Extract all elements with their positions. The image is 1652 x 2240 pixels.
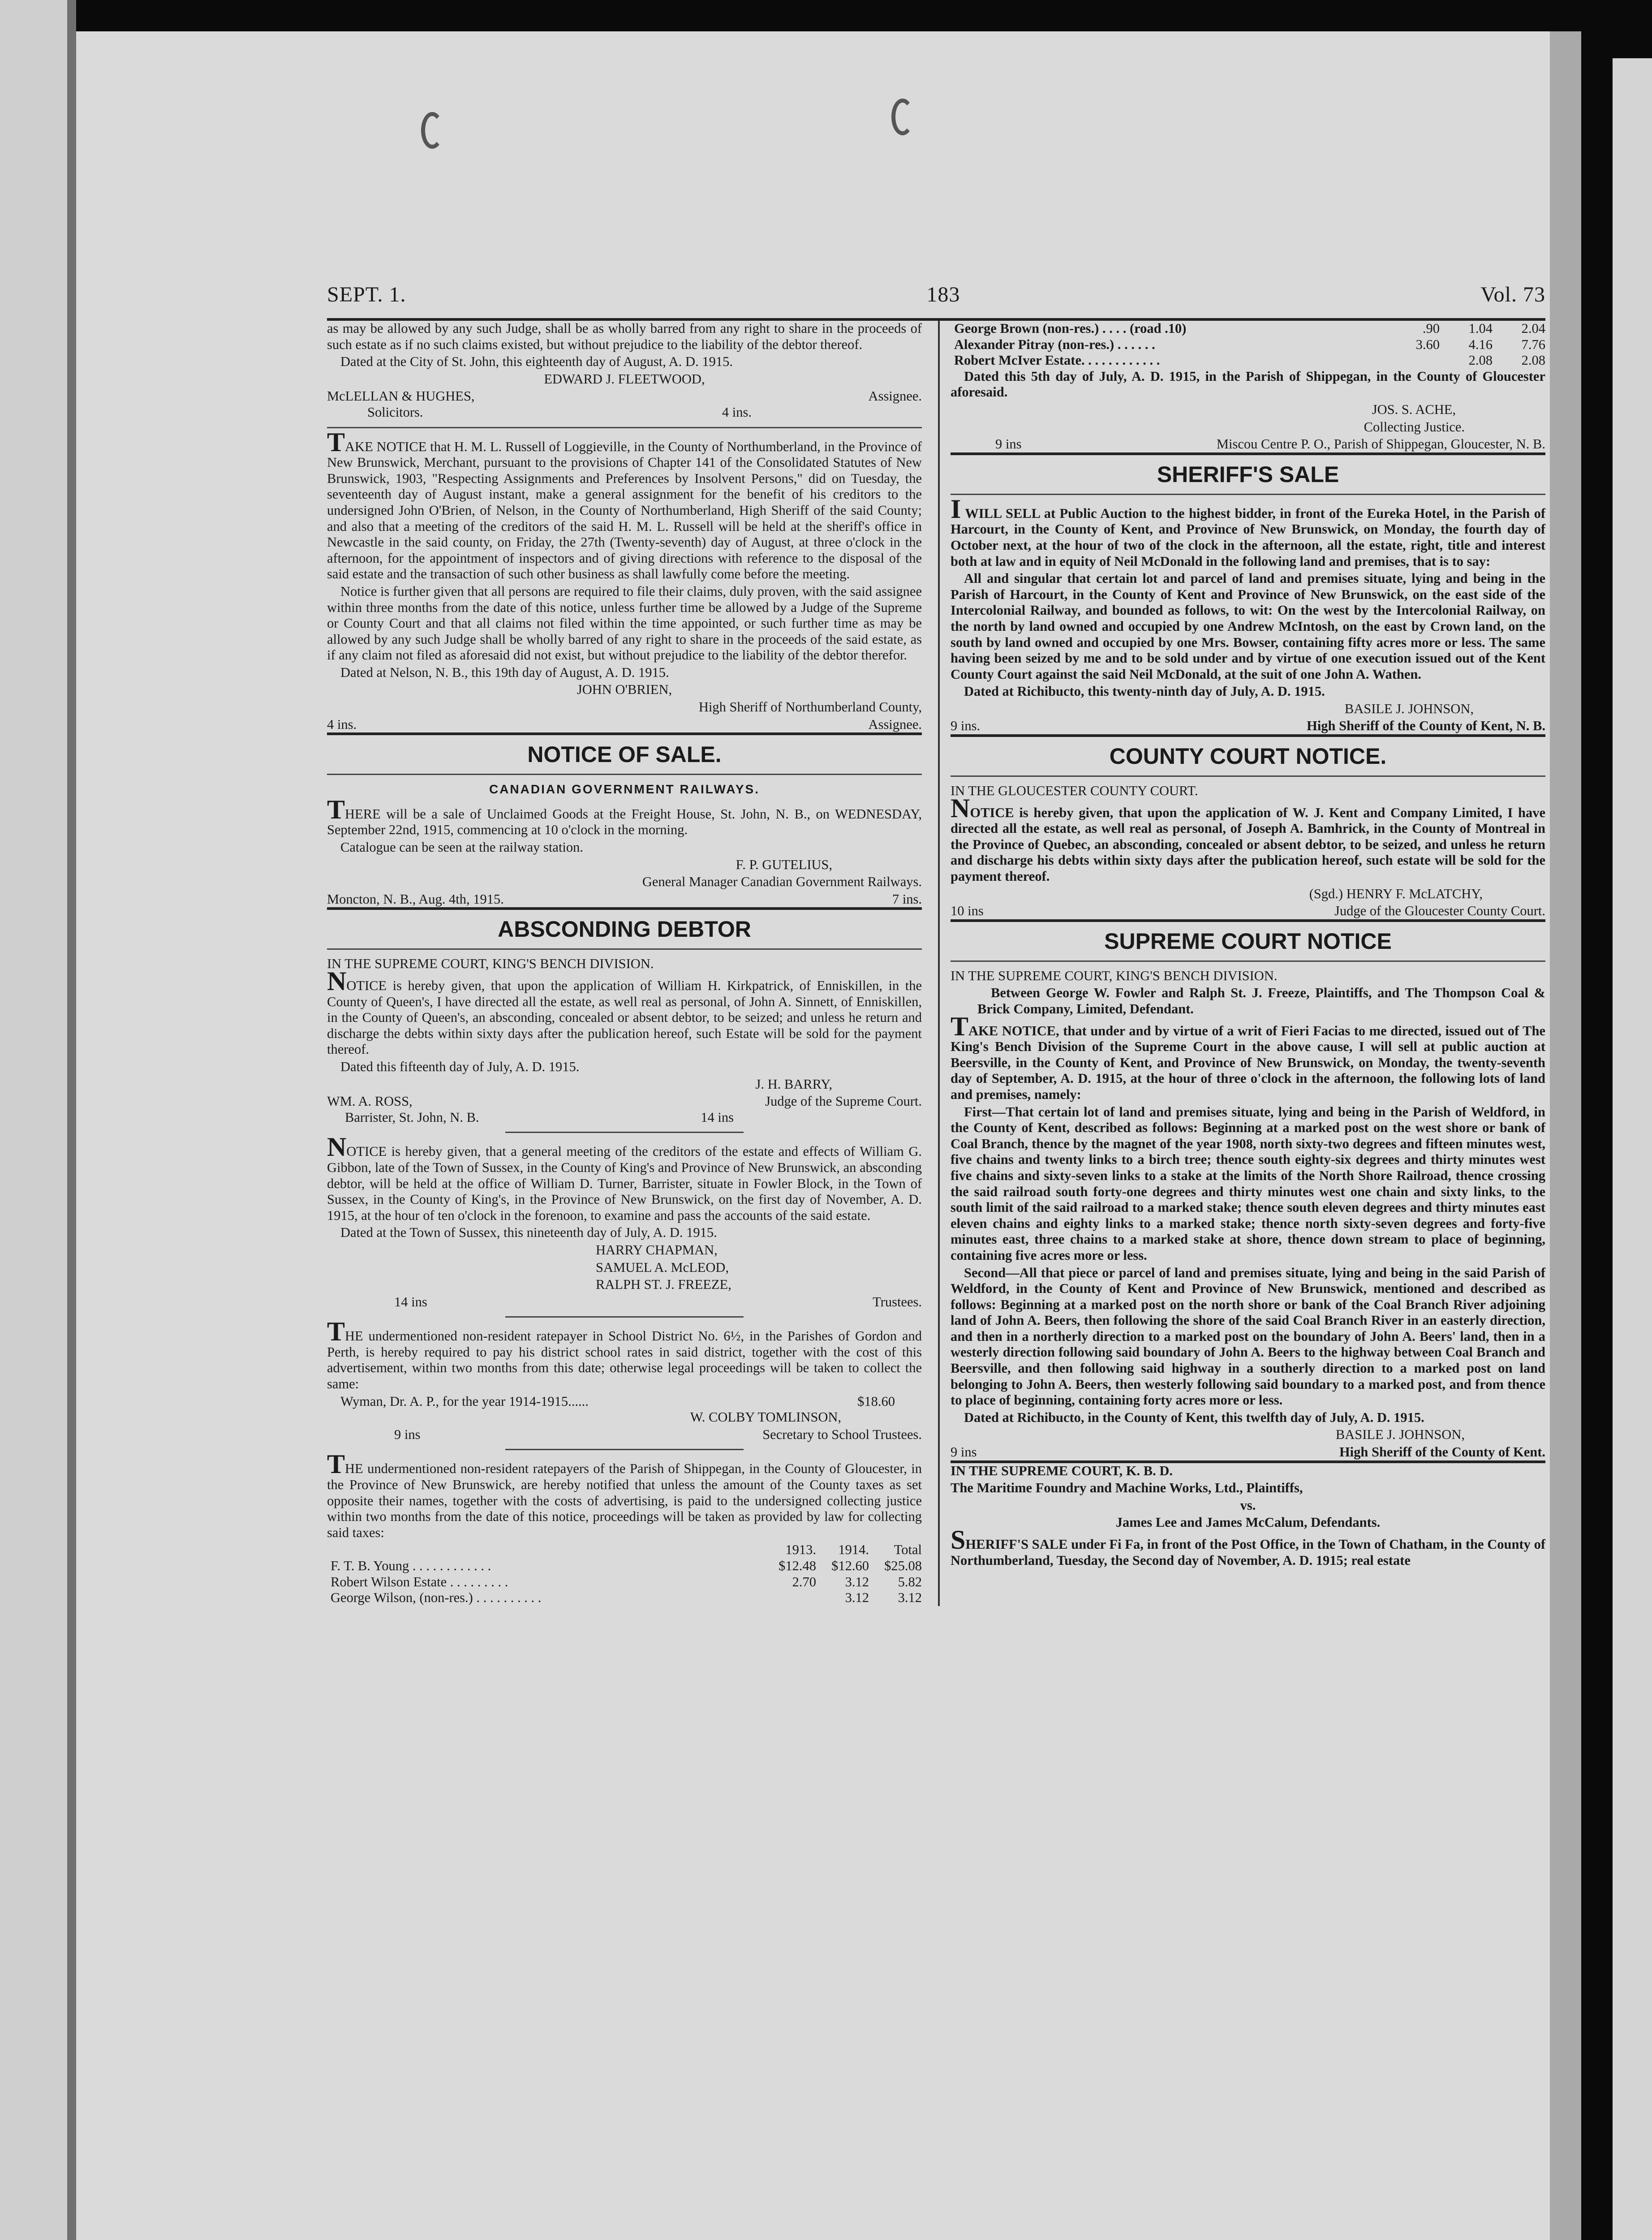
plaintiffs: The Maritime Foundry and Machine Works, Ltd., Plaintiffs, <box>951 1480 1303 1496</box>
solicitor-firm: McLELLAN & HUGHES, <box>327 388 475 404</box>
signer: BASILE J. JOHNSON, <box>1344 701 1474 716</box>
volume: Vol. 73 <box>1480 283 1545 306</box>
columns <box>327 321 1545 1606</box>
signer-title: Judge of the Supreme Court. <box>765 1094 922 1109</box>
table-header-row <box>327 1542 922 1558</box>
fleetwood-notice <box>327 321 922 421</box>
divider <box>951 919 1545 922</box>
dated-line: Dated at Richibucto, this twenty-ninth day of July, A. D. 1915. <box>964 684 1325 699</box>
signer: F. P. GUTELIUS, <box>736 857 832 872</box>
insertions: 14 ins <box>394 1294 427 1310</box>
tax-total: 2.04 <box>1521 321 1545 336</box>
court-line: IN THE GLOUCESTER COUNTY COURT. <box>951 783 1198 799</box>
signer: HARRY CHAPMAN, <box>596 1242 718 1258</box>
notice-text: Notice is further given that all persons are required to file their claims, duly proven, with the said assignee within three months from the date of this notice, unless further time be allowed by a Judge of the Supreme or County Court and that all claims not filed within the time appointed, or such further time as may be allowed by any such Judge shall be wholly barred of any right to share in the proceeds of the said estate, as if any claim not filed as aforesaid did not exist, but without prejudice to the liability of the debtor therefor. <box>327 583 922 663</box>
court-line: IN THE SUPREME COURT, KING'S BENCH DIVISION. <box>327 956 654 972</box>
signer-role: Assignee. <box>868 388 922 404</box>
dated-line: Dated this 5th day of July, A. D. 1915, in the Parish of Shippegan, in the County of Gloucester aforesaid. <box>951 368 1545 400</box>
divider <box>951 494 1545 495</box>
insertions: 10 ins <box>951 903 984 919</box>
tax-total: 5.82 <box>898 1574 922 1590</box>
divider <box>951 452 1545 455</box>
notice-text: TAKE NOTICE that H. M. L. Russell of Loggieville, in the County of Northumberland, in the Province of New Brunswick, Merchant, pursuant to the provisions of Chapter 141 of the Consolidated Statutes of New Brunswick, 1903, "Respecting Assignments and Preferences by Insolvent Persons," did on Tuesday, the seventeenth day of August instant, make a general assignment for the benefit of his creditors to the undersigned John O'Brien, of Nelson, in the County of Northumberland, High Sheriff of the said County; and also that a meeting of the creditors of the said H. M. L. Russell will be held at the sheriff's office in Newcastle in the said county, on Friday, the 27th (Twenty-seventh) day of August, at three o'clock in the afternoon, for the appointment of inspectors and of giving directions with reference to the disposal of the said estate and the transaction of such other business as shall lawfully come before the meeting. <box>327 427 922 582</box>
adjacent-page-edge <box>1613 58 1652 2240</box>
notice-text: I WILL SELL at Public Auction to the highest bidder, in front of the Eureka Hotel, in the Parish of Harcourt, in the County of Kent, and Province of New Brunswick, on Monday, the fourth day of October next, at the hour of two of the clock in the afternoon, all the estate, right, title and interest both at law and in equity of Neil McDonald in the following land and premises, that is to say: <box>951 494 1545 569</box>
lawyer: WM. A. ROSS, <box>327 1094 413 1109</box>
signer: JOS. S. ACHE, <box>1372 401 1456 417</box>
table-row <box>951 353 1545 369</box>
insertions: 9 ins <box>394 1426 421 1442</box>
signer: W. COLBY TOMLINSON, <box>690 1409 841 1425</box>
gibbon-notice <box>327 1132 922 1310</box>
section-heading: NOTICE OF SALE. <box>527 742 722 767</box>
lawyer-title: Barrister, St. John, N. B. <box>345 1109 479 1125</box>
punch-hole-right <box>891 99 914 135</box>
notice-text: SHERIFF'S SALE under Fi Fa, in front of the Post Office, in the Town of Chatham, in the County of Northumberland, Tuesday, the Second day of November, A. D. 1915; real estate <box>951 1525 1545 1568</box>
absconding-debtor <box>327 916 922 1125</box>
page-content <box>327 282 1545 1606</box>
divider <box>951 961 1545 962</box>
table-row <box>327 1574 922 1590</box>
notice-text: First—That certain lot of land and premises situate, lying and being in the Parish of Weldford, in the County of Kent, described as follows: Beginning at a marked post on the west shore or bank of Coal Branch, thence by the magnet of the year 1908, north sixty-two degrees and fifteen minutes west, five chains and twenty links to a birch tree; thence south eighty-six degrees and thirty minutes west five chains and sixty-seven links to a stake at the limits of the North Shore Railroad, thence crossing the said railroad south forty-one degrees and thirty minutes west one chain and sixty links, to the south limit of the said railroad to a marked stake; thence south eleven degrees and thirty minutes east eleven chains and eighty links to a marked stake; thence north sixty-seven degrees and forty-five minutes east, three chains to a marked stake at shore, thence down stream to place of beginning, containing five acres more or less. <box>951 1104 1545 1263</box>
ratepayer-name: Alexander Pitray (non-res.) . . . . . . <box>954 336 1155 352</box>
signer-title: High Sheriff of the County of Kent. <box>1339 1444 1545 1460</box>
signer: RALPH ST. J. FREEZE, <box>596 1277 731 1292</box>
column-header: 1914. <box>838 1542 869 1558</box>
punch-hole-left <box>421 112 443 149</box>
signer-role: Trustees. <box>873 1294 922 1310</box>
tax-1913: 3.60 <box>1415 336 1440 352</box>
insertions: 9 ins <box>951 1444 977 1460</box>
notice-text: as may be allowed by any such Judge, shall be as wholly barred from any right to share in the proceeds of such estate as if no such claims existed, but without prejudice to the liability of the debtor thereof. <box>327 321 922 352</box>
tax-1914: $12.60 <box>831 1558 869 1573</box>
firm-role: Solicitors. <box>367 404 423 420</box>
notice-text: Catalogue can be seen at the railway station. <box>340 840 584 855</box>
gazette-page <box>76 31 1581 2240</box>
shippegan-notice-cont <box>951 321 1545 452</box>
insertions: 7 ins. <box>892 891 922 907</box>
tax-1914: 2.08 <box>1468 353 1493 368</box>
table-row <box>951 337 1545 353</box>
signer: (Sgd.) HENRY F. McLATCHY, <box>1309 886 1483 901</box>
signer-title: Secretary to School Trustees. <box>762 1426 922 1442</box>
notice-text: THERE will be a sale of Unclaimed Goods at the Freight House, St. John, N. B., on WEDNESDAY, September 22nd, 1915, commencing at 10 o'clock in the morning. <box>327 794 922 838</box>
divider <box>951 734 1545 737</box>
shippegan-notice <box>327 1449 922 1606</box>
table-row <box>327 1558 922 1574</box>
insertions: 9 ins. <box>951 718 981 734</box>
parties: Between George W. Fowler and Ralph St. J. Freeze, Plaintiffs, and The Thompson Coal & Brick Company, Limited, Defendant. <box>977 985 1545 1017</box>
tax-1913: .90 <box>1422 321 1440 336</box>
notice-text: Second—All that piece or parcel of land and premises situate, lying and being in the said Parish of Weldford, in the County of Kent and Province of New Brunswick, mentioned and described as follows: Beginning at a marked post on the north shore or bank of the Coal Branch River adjoining land of John A. Beers, then following the shore of the said Coal Branch River in an easterly direction, and then in a northerly direction to a marked post on the boundary of John A. Beers' land, then in a westerly direction following said boundary of John A. Beers to the highway between Coal Branch and Beersville, and then following said highway in a southerly direction to a marked post on land belonging to John A. Beers, then westerly following said boundary to a marked post, and from thence to place of beginning, containing forty acres more or less. <box>951 1265 1545 1408</box>
divider <box>505 1316 743 1318</box>
signer: JOHN O'BRIEN, <box>576 682 672 698</box>
signer: EDWARD J. FLEETWOOD, <box>544 371 705 387</box>
insertions: 4 ins. <box>722 404 752 420</box>
tax-table <box>951 321 1545 369</box>
ratepayer-name: George Brown (non-res.) . . . . (road .10) <box>954 321 1187 336</box>
tax-1913 <box>763 1590 816 1606</box>
notice-text: NOTICE is hereby given, that upon the application of W. J. Kent and Company Limited, I have directed all the estate, as well real as personal, of Joseph A. Bamhrick, in the County of Montreal in the Province of Quebec, an absconding, concealed or absent debtor, to be seized, and unless he return and discharge his debts within sixty days after the publication hereof, such estate will be sold for the payment thereof. <box>951 793 1545 884</box>
county-court-notice <box>951 743 1545 919</box>
column-header: Total <box>894 1542 922 1558</box>
notice-text: TAKE NOTICE, that under and by virtue of a writ of Fieri Facias to me directed, issued out of The King's Bench Division of the Supreme Court in the above cause, I will sell at public auction at Beersville, in the County of Kent, and Province of New Brunswick, on Monday, the twenty-seventh day of September, A. D. 1915, at the hour of three o'clock in the afternoon, the following lots of land and premises, namely: <box>951 1011 1545 1102</box>
insertions: 4 ins. <box>327 716 357 732</box>
sheriffs-sale <box>951 461 1545 734</box>
court-line: IN THE SUPREME COURT, K. B. D. <box>951 1463 1173 1478</box>
divider <box>505 1132 743 1133</box>
ratepayer-entry: Wyman, Dr. A. P., for the year 1914-1915...... <box>340 1393 589 1409</box>
section-heading: SUPREME COURT NOTICE <box>1104 928 1392 954</box>
maritime-foundry-notice <box>951 1463 1545 1569</box>
scan-border-left <box>0 0 67 2240</box>
gordon-perth-notice <box>327 1317 922 1443</box>
supreme-court-notice <box>951 928 1545 1460</box>
tax-total: 2.08 <box>1521 353 1545 368</box>
tax-1914: 1.04 <box>1468 321 1493 336</box>
dated-line: Dated at Richibucto, in the County of Kent, this twelfth day of July, A. D. 1915. <box>964 1409 1424 1425</box>
divider <box>327 732 922 735</box>
court-line: IN THE SUPREME COURT, KING'S BENCH DIVISION. <box>951 968 1278 983</box>
signer-role: Assignee. <box>868 716 922 732</box>
right-column <box>938 321 1545 1606</box>
tax-total: 3.12 <box>898 1590 922 1606</box>
dated-line: Dated at the City of St. John, this eighteenth day of August, A. D. 1915. <box>340 354 733 370</box>
running-head <box>327 282 1545 318</box>
signer-title: General Manager Canadian Government Railways. <box>642 874 922 890</box>
notice-text: NOTICE is hereby given, that a general meeting of the creditors of the estate and effects of William G. Gibbon, late of the Town of Sussex, in the County of King's and Province of New Brunswick, an absconding debtor, will be held at the office of William D. Turner, Barrister, situate in Fowler Block, in the Town of Sussex, in the County of King's, in the Province of New Brunswick, on the first day of November, A. D. 1915, at the hour of ten o'clock in the forenoon, to examine and pass the accounts of the said estate. <box>327 1132 922 1223</box>
divider <box>951 775 1545 777</box>
issue-date: SEPT. 1. <box>327 283 406 306</box>
ratepayer-name: Robert McIver Estate. . . . . . . . . . . . <box>954 353 1160 368</box>
address: Miscou Centre P. O., Parish of Shippegan, Gloucester, N. B. <box>1216 436 1545 452</box>
tax-total: 7.76 <box>1521 336 1545 352</box>
section-heading: SHERIFF'S SALE <box>1157 461 1339 487</box>
divider <box>327 948 922 950</box>
versus: vs. <box>1240 1497 1256 1513</box>
divider <box>327 427 922 428</box>
russell-notice <box>327 427 922 733</box>
divider <box>327 907 922 910</box>
signer-title: High Sheriff of the County of Kent, N. B. <box>1307 718 1545 734</box>
tax-1914: 4.16 <box>1468 336 1493 352</box>
ratepayer-name: F. T. B. Young . . . . . . . . . . . . <box>331 1558 491 1573</box>
defendants: James Lee and James McCalum, Defendants. <box>1115 1515 1381 1530</box>
signer-title: High Sheriff of Northumberland County, <box>698 699 922 715</box>
tax-1914: 3.12 <box>845 1574 869 1590</box>
rate-amount: $18.60 <box>857 1393 895 1409</box>
tax-total: $25.08 <box>884 1558 922 1573</box>
divider <box>327 774 922 775</box>
insertions: 9 ins <box>995 436 1022 452</box>
dated-line: Dated this fifteenth day of July, A. D. 1915. <box>340 1059 580 1074</box>
notice-text: THE undermentioned non-resident ratepayers of the Parish of Shippegan, in the County of Gloucester, in the Province of New Brunswick, are hereby notified that unless the amount of the County taxes as set opposite their names, together with the costs of advertising, is paid to the undersigned collecting justice within two months from the date of this notice, proceedings will be taken as provided by law for collecting said taxes: <box>327 1449 922 1540</box>
signer: SAMUEL A. McLEOD, <box>596 1259 729 1275</box>
dated-line: Dated at the Town of Sussex, this nineteenth day of July, A. D. 1915. <box>340 1225 717 1241</box>
page-edge-shadow <box>1550 31 1581 2240</box>
dated-line: Dated at Nelson, N. B., this 19th day of August, A. D. 1915. <box>340 664 669 680</box>
section-heading: COUNTY COURT NOTICE. <box>1109 744 1387 769</box>
table-row <box>327 1590 922 1606</box>
tax-1913: $12.48 <box>779 1558 816 1573</box>
signer-title: Collecting Justice. <box>1364 419 1465 435</box>
ratepayer-name: Robert Wilson Estate . . . . . . . . . <box>331 1574 508 1590</box>
tax-1914: 3.12 <box>845 1590 869 1606</box>
table-row <box>951 321 1545 337</box>
notice-text: NOTICE is hereby given, that upon the application of William H. Kirkpatrick, of Enniskillen, in the County of Queen's, I have directed all the estate, as well real as personal, of John A. Sinnett, of Enniskillen, in the County of Queen's, an absconding, concealed or absent debtor, to be seized; and unless he return and discharge the debts within sixty days after the publication hereof, such Estate will be sold for the payment thereof. <box>327 966 922 1057</box>
notice-text: THE undermentioned non-resident ratepayer in School District No. 6½, in the Parishes of Gordon and Perth, is hereby required to pay his district school rates in said district, together with the cost of this advertisement, within two months from this date; otherwise legal proceedings will be taken to collect the same: <box>327 1317 922 1392</box>
tax-table <box>327 1542 922 1606</box>
section-heading: ABSCONDING DEBTOR <box>498 917 751 942</box>
notice-of-sale <box>327 741 922 907</box>
ratepayer-name: George Wilson, (non-res.) . . . . . . . . . . <box>331 1590 542 1606</box>
tax-1913: 2.70 <box>792 1574 816 1590</box>
signer-title: Judge of the Gloucester County Court. <box>1334 903 1545 919</box>
section-subheading: CANADIAN GOVERNMENT RAILWAYS. <box>489 782 760 797</box>
column-header: 1913. <box>785 1542 816 1558</box>
insertions: 14 ins <box>701 1109 734 1125</box>
left-column <box>327 321 922 1606</box>
signer: BASILE J. JOHNSON, <box>1335 1427 1465 1443</box>
divider <box>505 1449 743 1450</box>
signer: J. H. BARRY, <box>755 1076 832 1092</box>
tax-1913 <box>1387 353 1440 369</box>
page-number: 183 <box>926 283 960 306</box>
scan-border-shadow <box>67 0 76 2240</box>
notice-text: All and singular that certain lot and parcel of land and premises situate, lying and being in the Parish of Harcourt, in the County of Kent and Province of New Brunswick, on the east side of the Intercolonial Railway, and bounded as follows, to wit: On the west by the Intercolonial Railway, on the north by land owned and occupied by one Andrew McIntosh, on the east by Crown land, on the south by land owned and occupied by one Mrs. Bowser, containing fifty acres more or less. The same having been seized by me and to be sold under and by virtue of one execution issued out of the Kent County Court against the said Neil McDonald, at the suit of one John A. Wathen. <box>951 571 1545 682</box>
place-date: Moncton, N. B., Aug. 4th, 1915. <box>327 891 504 907</box>
